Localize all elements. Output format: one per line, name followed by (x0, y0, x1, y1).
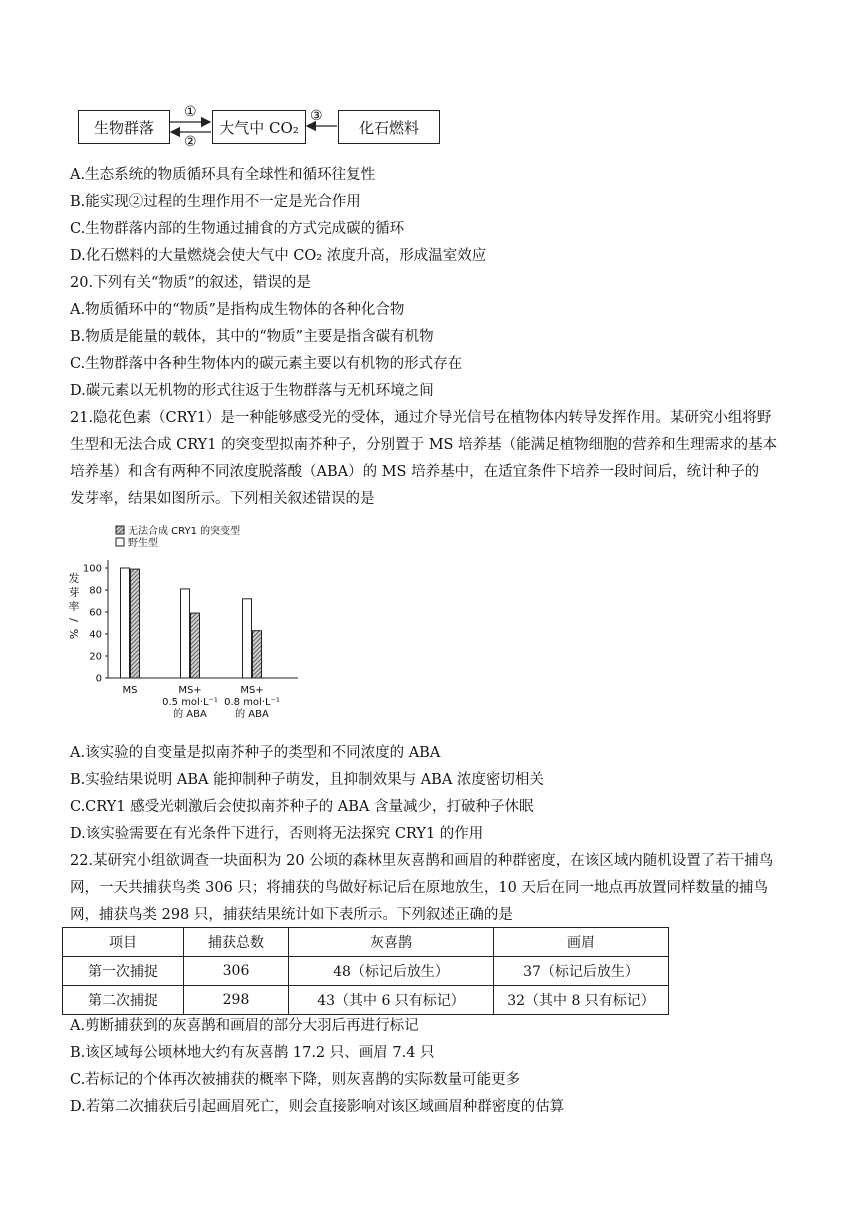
x-tick-label: 0.8 mol·L⁻¹ (224, 697, 280, 708)
q22-option-d: D.若第二次捕获后引起画眉死亡，则会直接影响对该区域画眉种群密度的估算 (70, 1099, 565, 1115)
q22-stem-line-2: 网，一天共捕获鸟类 306 只；将捕获的鸟做好标记后在原地放生，10 天后在同一地点再放置同样数量的捕鸟 (70, 880, 768, 896)
q19-option-b: B.能实现②过程的生理作用不一定是光合作用 (70, 194, 361, 210)
table-cell: 32（其中 8 只有标记） (494, 986, 669, 1015)
legend-swatch (116, 538, 124, 546)
x-tick-label: MS (122, 685, 138, 696)
table-cell: 298 (184, 986, 289, 1015)
legend-label: 无法合成 CRY1 的突变型 (128, 526, 241, 537)
q20-option-d: D.碳元素以无机物的形式往返于生物群落与无机环境之间 (70, 383, 434, 399)
germination-bar-chart (60, 520, 320, 730)
y-axis-label-char: 率 (68, 600, 80, 613)
y-axis-label-char: % (67, 628, 80, 640)
q22-option-c: C.若标记的个体再次被捕获的概率下降，则灰喜鹊的实际数量可能更多 (70, 1072, 521, 1088)
table-header-cell: 灰喜鹊 (289, 928, 494, 957)
table-cell: 37（标记后放生） (494, 957, 669, 986)
table-header-row (63, 928, 669, 957)
x-tick-label: 的 ABA (235, 709, 269, 720)
table-cell: 第一次捕捉 (63, 957, 184, 986)
x-tick-label: MS+ (178, 685, 202, 696)
q21-stem-line-3: 培养基）和含有两种不同浓度脱落酸（ABA）的 MS 培养基中，在适宜条件下培养一段时间后，统计种子的 (70, 464, 760, 480)
diagram-arrows (0, 0, 860, 160)
table-row (63, 986, 669, 1015)
y-tick-label: 60 (89, 607, 102, 619)
x-tick-label: 的 ABA (173, 709, 207, 720)
table-cell: 306 (184, 957, 289, 986)
legend-label: 野生型 (128, 538, 158, 549)
legend-swatch (116, 526, 124, 534)
q22-stem-line-3: 网，捕获鸟类 298 只，捕获结果统计如下表所示。下列叙述正确的是 (70, 907, 513, 923)
bar-wild-type-1 (181, 589, 190, 678)
q19-option-c: C.生物群落内部的生物通过捕食的方式完成碳的循环 (70, 221, 405, 237)
bar-mutant-0 (131, 569, 140, 678)
q22-option-a: A.剪断捕获到的灰喜鹊和画眉的部分大羽后再进行标记 (70, 1018, 419, 1034)
y-tick-label: 0 (95, 673, 102, 685)
y-tick-label: 20 (89, 651, 102, 663)
y-axis-label-char: / (67, 618, 80, 622)
table-cell: 第二次捕捉 (63, 986, 184, 1015)
q21-option-a: A.该实验的自变量是拟南芥种子的类型和不同浓度的 ABA (70, 745, 441, 761)
box-biotic-community: 生物群落 (78, 110, 170, 144)
box-fossil-fuel: 化石燃料 (338, 110, 440, 144)
table-cell: 43（其中 6 只有标记） (289, 986, 494, 1015)
q21-stem-line-2: 生型和无法合成 CRY1 的突变型拟南芥种子，分别置于 MS 培养基（能满足植物细胞的营养和生理需求的基本 (70, 437, 778, 453)
table-header-cell: 捕获总数 (184, 928, 289, 957)
y-tick-label: 80 (89, 585, 102, 597)
q21-option-d: D.该实验需要在有光条件下进行，否则将无法探究 CRY1 的作用 (70, 826, 484, 842)
x-tick-label: MS+ (240, 685, 264, 696)
q21-stem-line-4: 发芽率，结果如图所示。下列相关叙述错误的是 (70, 491, 375, 507)
bar-mutant-2 (253, 631, 262, 678)
q22-option-b: B.该区域每公顷林地大约有灰喜鹊 17.2 只、画眉 7.4 只 (70, 1045, 435, 1061)
label-3: ③ (310, 108, 323, 124)
table-header-cell: 画眉 (494, 928, 669, 957)
q21-option-b: B.实验结果说明 ABA 能抑制种子萌发，且抑制效果与 ABA 浓度密切相关 (70, 772, 544, 788)
y-axis-label-char: 发 (68, 572, 80, 585)
y-tick-label: 40 (89, 629, 102, 641)
box-atmospheric-co2: 大气中 CO₂ (212, 110, 306, 144)
y-tick-label: 100 (82, 563, 102, 575)
q20-stem: 20.下列有关“物质”的叙述，错误的是 (70, 275, 311, 291)
q20-option-a: A.物质循环中的“物质”是指构成生物体的各种化合物 (70, 302, 405, 318)
bar-wild-type-2 (243, 599, 252, 678)
q21-option-c: C.CRY1 感受光刺激后会使拟南芥种子的 ABA 含量减少，打破种子休眠 (70, 799, 534, 815)
q21-stem-line-1: 21.隐花色素（CRY1）是一种能够感受光的受体，通过介导光信号在植物体内转导发挥作用。某研究小组将野 (70, 410, 772, 426)
capture-results-table (62, 927, 669, 1015)
bar-wild-type-0 (121, 568, 130, 678)
table-cell: 48（标记后放生） (289, 957, 494, 986)
table-header-cell: 项目 (63, 928, 184, 957)
q22-stem-line-1: 22.某研究小组欲调查一块面积为 20 公顷的森林里灰喜鹊和画眉的种群密度，在该区域内随机设置了若干捕鸟 (70, 853, 774, 869)
x-tick-label: 0.5 mol·L⁻¹ (162, 697, 218, 708)
bar-mutant-1 (191, 613, 200, 678)
table-row (63, 957, 669, 986)
y-axis-label-char: 芽 (68, 586, 80, 599)
q19-option-d: D.化石燃料的大量燃烧会使大气中 CO₂ 浓度升高，形成温室效应 (70, 248, 487, 264)
q19-option-a: A.生态系统的物质循环具有全球性和循环往复性 (70, 167, 376, 183)
q20-option-b: B.物质是能量的载体，其中的“物质”主要是指含碳有机物 (70, 329, 434, 345)
label-1: ① (184, 104, 197, 120)
q20-option-c: C.生物群落中各种生物体内的碳元素主要以有机物的形式存在 (70, 356, 463, 372)
label-2: ② (184, 134, 197, 150)
